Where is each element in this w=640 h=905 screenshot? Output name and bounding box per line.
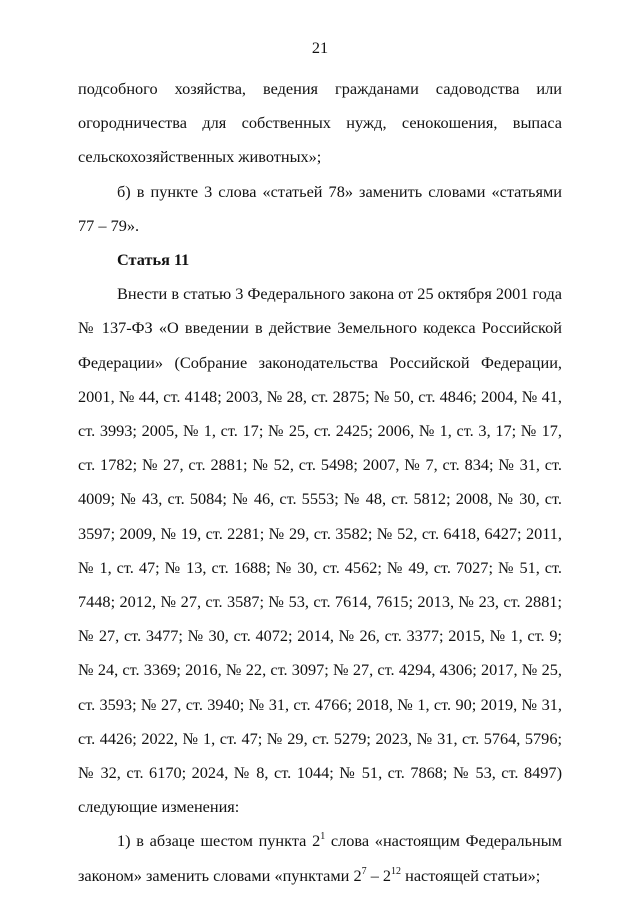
- paragraph-item-1: [78, 824, 562, 892]
- page-number: 21: [311, 38, 329, 57]
- item-1-text-part3: – 2: [366, 865, 392, 885]
- item-1-superscript-1: 1: [320, 831, 326, 843]
- paragraph-item-b: б) в пункте 3 слова «статьей 78» заменить словами «статьями 77 – 79».: [78, 181, 562, 235]
- item-1-superscript-2: 7: [361, 865, 367, 877]
- document-body: [78, 72, 562, 893]
- item-1-text-part4: настоящей статьи»;: [401, 865, 541, 885]
- item-1-superscript-3: 12: [391, 865, 402, 877]
- item-1-text-part1: 1) в абзаце шестом пункта 2: [117, 831, 321, 851]
- article-heading: Статья 11: [117, 250, 190, 270]
- paragraph-continuation: подсобного хозяйства, ведения гражданами садоводства или огородничества для собственных нужд, сенокошения, выпаса сельскохозяйственных животных»;: [78, 79, 562, 167]
- paragraph-article-11-intro: Внести в статью 3 Федерального закона от 25 октября 2001 года № 137-ФЗ «О введении в действие Земельного кодекса Российской Федерации» (Собрание законодательства Российской Федерации, 2001, № 44, ст. 4148; 2003, № 28, ст. 2875; № 50, ст. 4846; 2004, № 41, ст. 3993; 2005, № 1, ст. 17; № 25, ст. 2425; 2006, № 1, ст. 3, 17; № 17, ст. 1782; № 27, ст. 2881; № 52, ст. 5498; 2007, № 7, ст. 834; № 31, ст. 4009; № 43, ст. 5084; № 46, ст. 5553; № 48, ст. 5812; 2008, № 30, ст. 3597; 2009, № 19, ст. 2281; № 29, ст. 3582; № 52, ст. 6418, 6427; 2011, № 1, ст. 47; № 13, ст. 1688; № 30, ст. 4562; № 49, ст. 7027; № 51, ст. 7448; 2012, № 27, ст. 3587; № 53, ст. 7614, 7615; 2013, № 23, ст. 2881; № 27, ст. 3477; № 30, ст. 4072; 2014, № 26, ст. 3377; 2015, № 1, ст. 9; № 24, ст. 3369; 2016, № 22, ст. 3097; № 27, ст. 4294, 4306; 2017, № 25, ст. 3593; № 27, ст. 3940; № 31, ст. 4766; 2018, № 1, ст. 90; 2019, № 31, ст. 4426; 2022, № 1, ст. 47; № 29, ст. 5279; 2023, № 31, ст. 5764, 5796; № 32, ст. 6170; 2024, № 8, ст. 1044; № 51, ст. 7868; № 53, ст. 8497) следующие изменения:: [78, 284, 562, 817]
- item-1-text-part2: слова «настоящим Федеральным законом» заменить словами «пунктами 2: [78, 831, 562, 885]
